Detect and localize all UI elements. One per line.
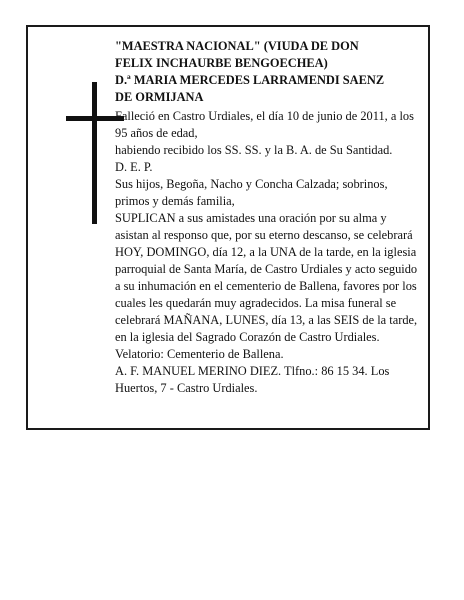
- death-announcement: Falleció en Castro Urdiales, el día 10 de junio de 2011, a los 95 años de edad,: [115, 109, 414, 140]
- sacraments-note: habiendo recibido los SS. SS. y la B. A. de Su Santidad.: [115, 143, 393, 157]
- cross-vertical-bar: [92, 82, 97, 224]
- obituary-heading: [115, 38, 421, 106]
- heading-line-3: D.ª MARIA MERCEDES LARRAMENDI SAENZ: [115, 73, 385, 87]
- heading-line-4: DE ORMIJANA: [115, 90, 204, 104]
- family-list: Sus hijos, Begoña, Nacho y Concha Calzada; sobrinos, primos y demás familia,: [115, 177, 388, 208]
- obituary-body: [115, 108, 421, 397]
- service-details: SUPLICAN a sus amistades una oración por su alma y asistan al responso que, por su eterno descanso, se celebrará HOY, DOMINGO, día 12, a la UNA de la tarde, en la iglesia parroquial de Santa María, de Castro Urdiales y acto seguido a su inhumación en el cementerio de Ballena, favores por los cuales les quedarán muy agradecidos. La misa funeral se celebrará MAÑANA, LUNES, día 13, a las SEIS de la tarde, en la iglesia del Sagrado Corazón de Castro Urdiales.: [115, 211, 418, 344]
- heading-line-1: "MAESTRA NACIONAL" (VIUDA DE DON: [115, 39, 359, 53]
- obituary-content: [115, 38, 421, 397]
- rip-line: D. E. P.: [115, 160, 153, 174]
- wake-location: Velatorio: Cementerio de Ballena.: [115, 347, 284, 361]
- funeral-home-contact: A. F. MANUEL MERINO DIEZ. Tlfno.: 86 15 34. Los Huertos, 7 - Castro Urdiales.: [115, 364, 390, 395]
- heading-line-2: FELIX INCHAURBE BENGOECHEA): [115, 56, 328, 70]
